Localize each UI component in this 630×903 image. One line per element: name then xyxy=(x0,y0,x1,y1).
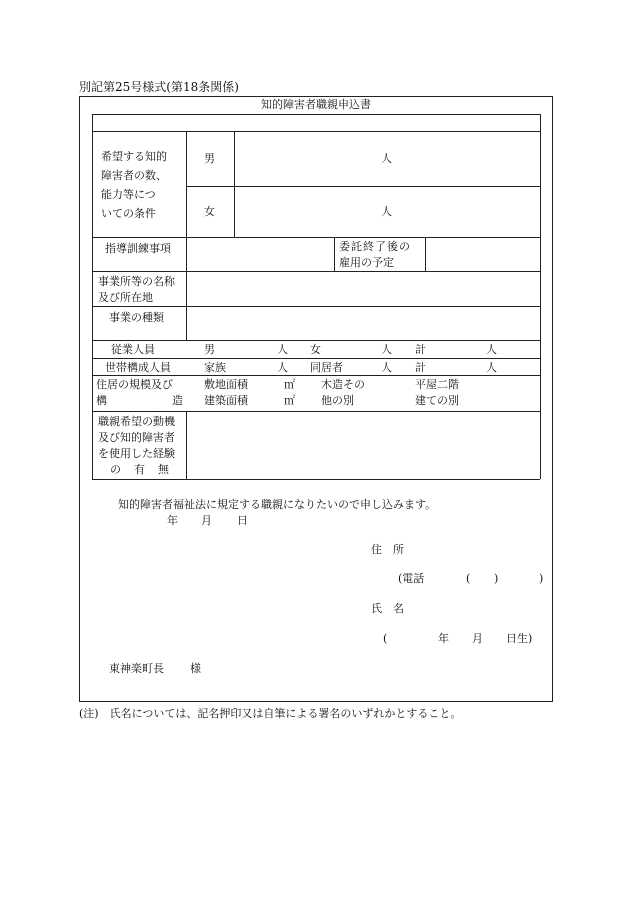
date-year: 年 xyxy=(167,514,178,527)
male-label: 男 xyxy=(204,152,215,165)
birth-open: ( xyxy=(383,632,388,645)
table-line xyxy=(92,306,540,307)
employment-after-label-2: 雇用の予定 xyxy=(339,256,394,269)
footnote: (注) 氏名については、記名押印又は自筆による署名のいずれかとすること。 xyxy=(79,707,462,720)
table-line xyxy=(92,237,540,238)
date-day: 日 xyxy=(237,514,248,527)
female-count-unit: 人 xyxy=(381,205,392,218)
birth-month: 月 xyxy=(472,632,483,645)
phone-close: ) xyxy=(539,572,544,585)
form-header: 別記第25号様式(第18条関係) xyxy=(79,80,239,94)
table-line xyxy=(92,340,540,341)
guidance-label: 指導訓練事項 xyxy=(105,242,171,255)
date-month: 月 xyxy=(201,514,212,527)
business-name-label-1: 事業所等の名称 xyxy=(98,275,175,288)
employment-after-label-1: 委託終了後の xyxy=(339,240,411,253)
female-label: 女 xyxy=(204,205,215,218)
recipient-honorific: 様 xyxy=(190,662,201,675)
male-count-unit: 人 xyxy=(381,152,392,165)
business-name-label-2: 及び所在地 xyxy=(98,291,153,304)
table-line xyxy=(334,237,335,271)
application-statement: 知的障害者福祉法に規定する職親になりたいので申し込みます。 xyxy=(118,498,437,511)
phone-open: (電話 xyxy=(398,572,425,585)
table-line xyxy=(92,411,540,412)
table-line xyxy=(186,186,540,187)
table-line xyxy=(92,271,540,272)
name-label: 氏 名 xyxy=(371,602,404,615)
table-line xyxy=(92,131,540,132)
table-line xyxy=(234,131,235,237)
employees-label: 従業人員 xyxy=(111,343,155,356)
residence-label-1: 住居の規模及び xyxy=(96,378,173,391)
birth-year: 年 xyxy=(438,632,449,645)
address-label: 住 所 xyxy=(371,543,404,556)
table-line xyxy=(186,131,187,340)
phone-paren-open: ( xyxy=(466,572,471,585)
birth-close: 日生) xyxy=(506,632,533,645)
residence-label-2a: 構 xyxy=(96,394,107,407)
table-line xyxy=(92,114,93,479)
table-line xyxy=(186,411,187,479)
table-line xyxy=(425,237,426,271)
form-title: 知的障害者職親申込書 xyxy=(261,98,371,111)
table-line xyxy=(540,114,541,479)
phone-paren-close: ) xyxy=(494,572,499,585)
residence-label-2b: 造 xyxy=(172,394,183,407)
table-line xyxy=(92,114,540,115)
recipient-town: 東神楽町長 xyxy=(109,662,164,675)
table-line xyxy=(92,479,540,480)
table-line xyxy=(92,375,540,376)
table-line xyxy=(92,358,540,359)
business-type-label: 事業の種類 xyxy=(109,311,164,324)
household-label: 世帯構成人員 xyxy=(105,361,171,374)
